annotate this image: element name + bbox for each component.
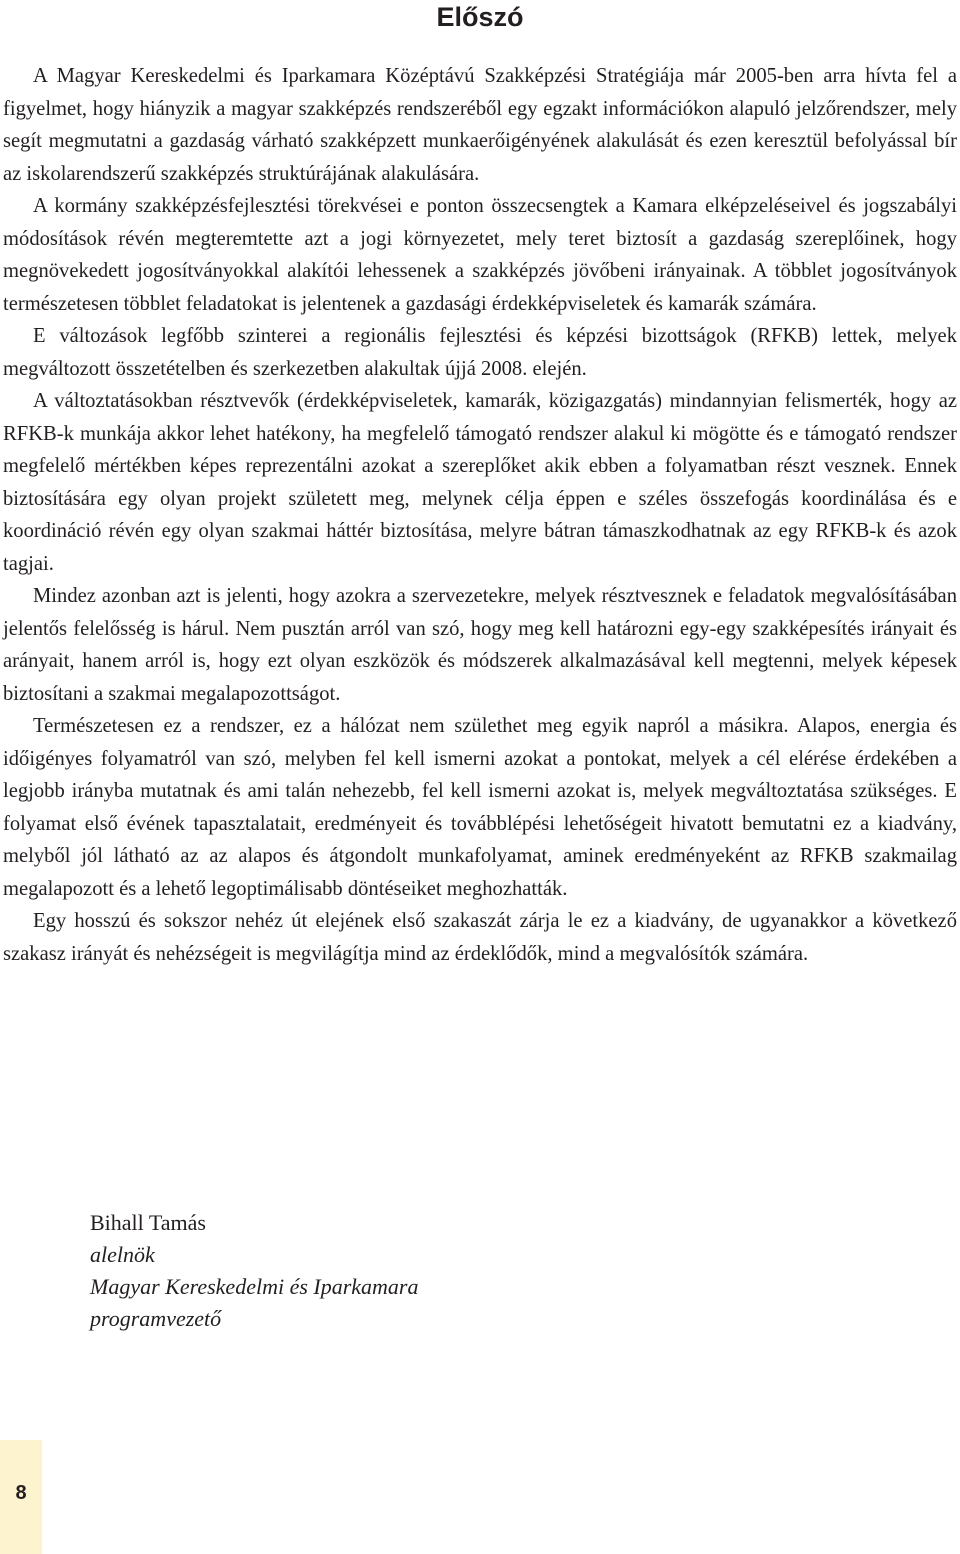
page-title: Előszó <box>436 2 524 32</box>
signatory-name: Bihall Tamás <box>90 1210 206 1235</box>
paragraph: A változtatásokban résztvevők (érdekképviseletek, kamarák, közigazgatás) mindannyian felismerték, hogy az RFKB-k munkája akkor lehet hatékony, ha megfelelő támogató rendszer alakul ki mögötte és e támogató rendszer megfelelő mértékben képes reprezentálni azokat a szereplőket akik ebben a folyamatban részt vesznek. Ennek biztosítására egy olyan projekt született meg, melynek célja éppen e széles összefogás koordinálása és e koordináció révén egy olyan szakmai háttér biztosítása, melyre bátran támaszkodhatnak az egy RFKB-k és azok tagjai. <box>3 390 957 575</box>
paragraph: E változások legfőbb szinterei a regionális fejlesztési és képzési bizottságok (RFKB) lettek, melyek megváltozott összetételben és szerkezetben alakultak újjá 2008. elején. <box>3 325 957 380</box>
paragraph: Mindez azonban azt is jelenti, hogy azokra a szervezetekre, melyek résztvesznek e feladatok megvalósításában jelentős felelősség is hárul. Nem pusztán arról van szó, hogy meg kell határozni egy-egy szakképesítés irányait és arányait, hanem arról is, hogy ezt olyan eszközök és módszerek alkalmazásával kell megtenni, melyek képesek biztosítani a szakmai megalapozottságot. <box>3 585 957 705</box>
paragraph: Egy hosszú és sokszor nehéz út elejének első szakaszát zárja le ez a kiadvány, de ugyanakkor a következő szakasz irányát és nehézségeit is megvilágítja mind az érdeklődők, mind a megvalósítók számára. <box>3 910 957 965</box>
signatory-title: alelnök <box>90 1242 155 1267</box>
signatory-role: programvezető <box>90 1306 222 1331</box>
paragraph: A kormány szakképzésfejlesztési törekvései e ponton összecsengtek a Kamara elképzeléseivel és jogszabályi módosítások révén megteremtette azt a jogi környezetet, mely teret biztosít a gazdaság szereplőinek, hogy megnövekedett jogosítványokkal alakítói lehessenek a szakképzés jövőbeni irányainak. A többlet jogosítványok természetesen többlet feladatokat is jelentenek a gazdasági érdekképviseletek és kamarák számára. <box>3 195 957 315</box>
signatory-organization: Magyar Kereskedelmi és Iparkamara <box>90 1274 419 1299</box>
paragraph: A Magyar Kereskedelmi és Iparkamara Középtávú Szakképzési Stratégiája már 2005-ben arra hívta fel a figyelmet, hogy hiányzik a magyar szakképzés rendszeréből egy egzakt információkon alapuló jelzőrendszer, mely segít megmutatni a gazdaság várható szakképzett munkaerőigényének alakulását és ezen keresztül befolyással bír az iskolarendszerű szakképzés struktúrájának alakulására. <box>3 65 957 185</box>
signature-block <box>90 1207 419 1335</box>
page-number: 8 <box>15 1482 27 1504</box>
paragraph: Természetesen ez a rendszer, ez a hálózat nem születhet meg egyik napról a másikra. Alapos, energia és időigényes folyamatról van szó, melyben fel kell ismerni azokat a pontokat, melyek a cél elérése érdekében a legjobb irányba mutatnak és ami talán nehezebb, fel kell ismerni azokat is, melyek megváltoztatása szükséges. E folyamat első évének tapasztalatait, eredményeit és továbblépési lehetőségeit hivatott bemutatni ez a kiadvány, melyből jól látható az az alapos és átgondolt munkafolyamat, aminek eredményeként az RFKB szakmailag megalapozott és a lehető legoptimálisabb döntéseiket meghozhatták. <box>3 715 957 900</box>
preface-body <box>3 60 957 970</box>
